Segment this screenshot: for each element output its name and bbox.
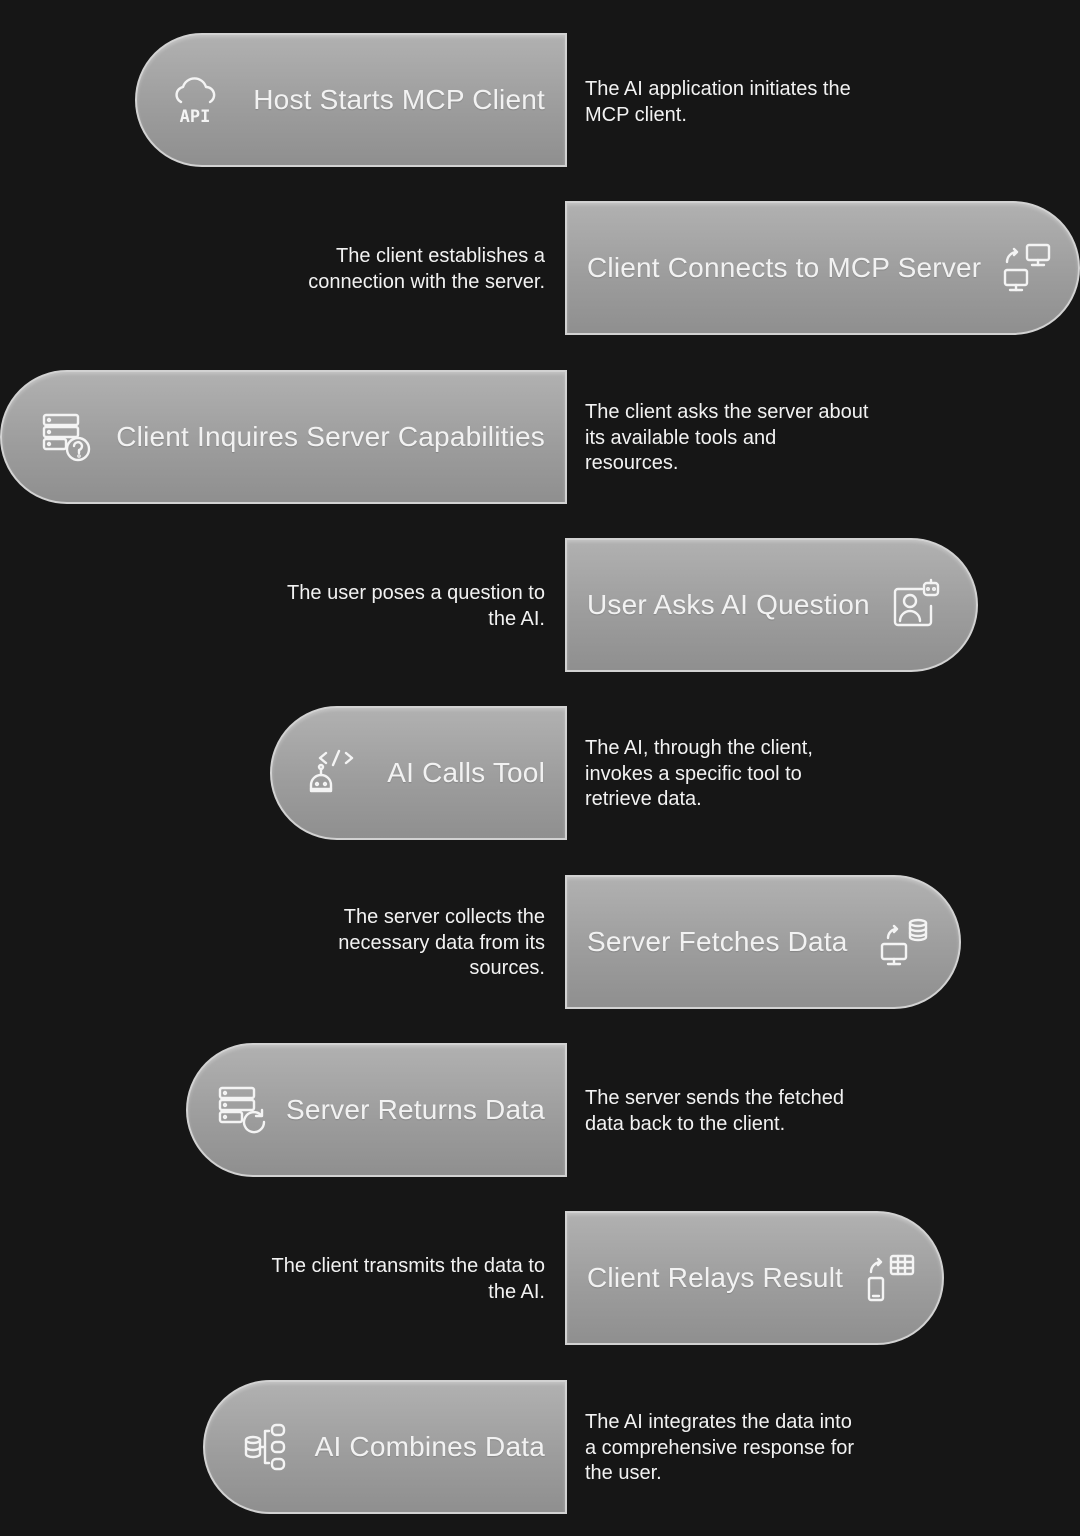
step-title: Host Starts MCP Client — [253, 84, 545, 115]
step-pill — [135, 33, 567, 167]
step-description: The client transmits the data to the AI. — [271, 1255, 545, 1303]
step-ai-combines-data — [0, 1380, 1080, 1518]
server-question-icon — [38, 409, 94, 465]
step-pill — [270, 706, 567, 840]
step-description: The client asks the server about its available tools and resources. — [585, 401, 869, 474]
devices-sync-icon — [999, 240, 1055, 296]
server-refresh-icon — [214, 1082, 270, 1138]
monitor-database-icon — [876, 914, 932, 970]
step-description: The server collects the necessary data from its sources. — [338, 906, 545, 979]
step-title: Client Connects to MCP Server — [587, 252, 982, 283]
step-client-relays-result — [0, 1211, 1080, 1349]
step-pill — [565, 538, 978, 672]
step-pill — [186, 1043, 567, 1177]
step-user-asks-ai-question — [0, 538, 1080, 676]
step-pill — [565, 1211, 944, 1345]
user-bot-icon — [888, 577, 944, 633]
step-client-inquires-server-capabilities — [0, 370, 1080, 508]
step-description: The user poses a question to the AI. — [287, 582, 545, 630]
step-host-starts-mcp-client — [0, 33, 1080, 171]
step-description: The AI, through the client, invokes a specific tool to retrieve data. — [585, 737, 813, 810]
cloud-api-icon — [167, 72, 223, 128]
step-title: Server Fetches Data — [587, 926, 848, 957]
step-pill — [565, 201, 1080, 335]
step-client-connects-to-mcp-server — [0, 201, 1080, 339]
robot-code-icon — [301, 745, 357, 801]
step-title: Server Returns Data — [285, 1094, 545, 1125]
step-pill — [203, 1380, 567, 1514]
step-server-returns-data — [0, 1043, 1080, 1181]
step-server-fetches-data — [0, 875, 1080, 1013]
step-description: The client establishes a connection with the server. — [308, 245, 545, 293]
step-description: The AI integrates the data into a comprehensive response for the user. — [585, 1411, 855, 1484]
step-pill — [565, 875, 961, 1009]
database-merge-icon — [239, 1419, 295, 1475]
step-title: User Asks AI Question — [587, 589, 870, 620]
step-title: Client Relays Result — [587, 1262, 844, 1293]
svg-text:API: API — [179, 107, 211, 127]
phone-table-icon — [861, 1250, 917, 1306]
step-pill — [0, 370, 567, 504]
step-description: The server sends the fetched data back to the client. — [585, 1087, 845, 1135]
step-description: The AI application initiates the MCP client. — [585, 78, 851, 126]
step-title: AI Calls Tool — [387, 757, 545, 788]
step-title: Client Inquires Server Capabilities — [116, 421, 545, 452]
step-ai-calls-tool — [0, 706, 1080, 844]
step-title: AI Combines Data — [314, 1431, 545, 1462]
